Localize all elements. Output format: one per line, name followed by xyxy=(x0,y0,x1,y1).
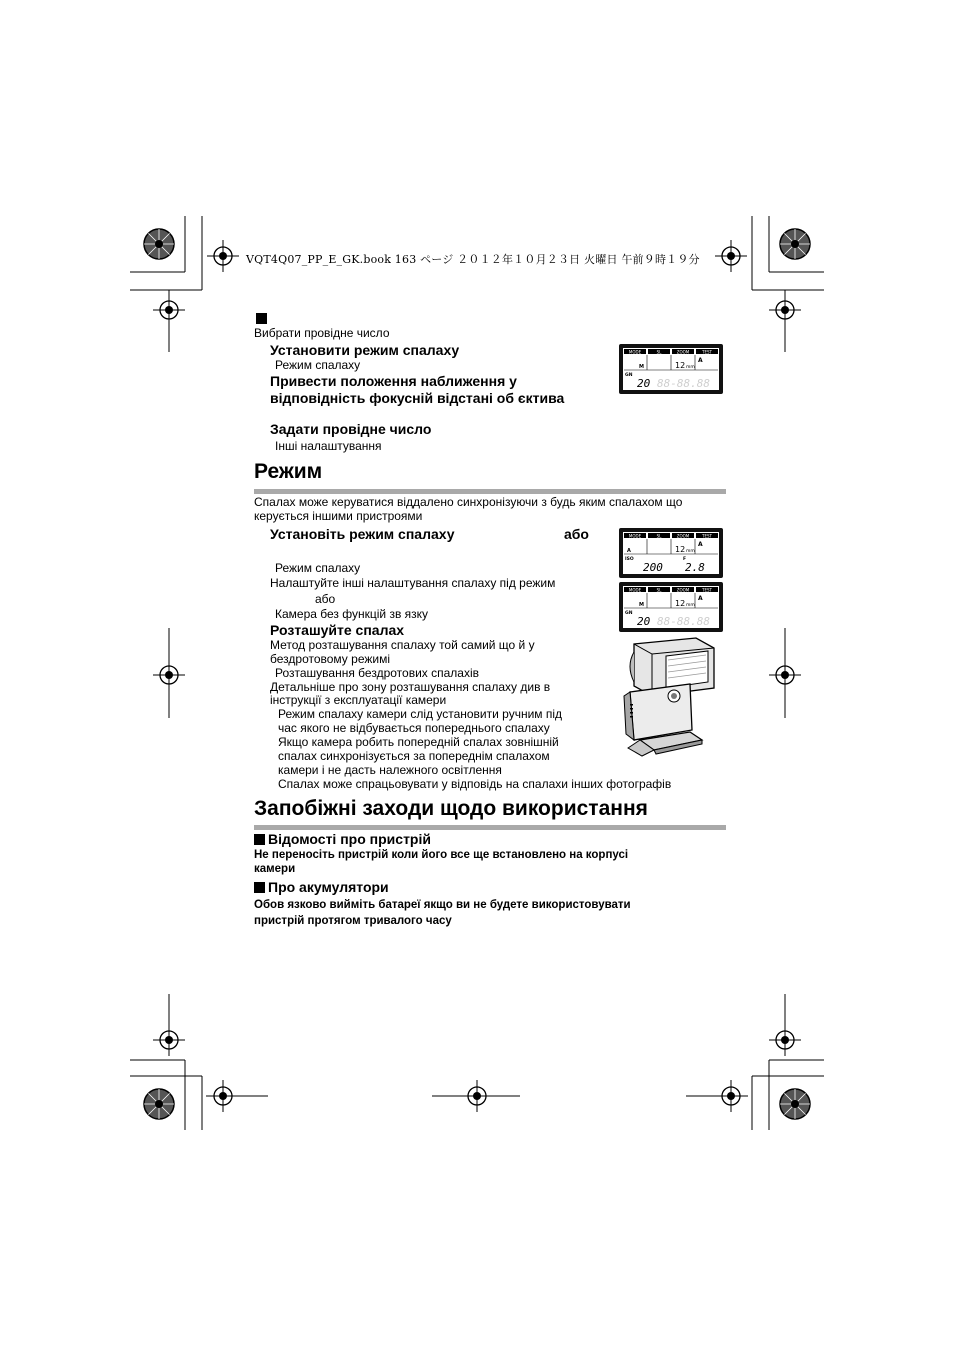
precautions-sub2-line2: пристрій протягом тривалого часу xyxy=(254,915,452,927)
lcd2-zoom-value: 12 xyxy=(675,545,686,554)
lcd3-tab-test: TEST xyxy=(702,587,712,593)
mode-step1-title: Установіть режим спалаху xyxy=(270,526,455,542)
precautions-sub2 xyxy=(254,879,389,896)
lcd3-gn-value: 20 xyxy=(637,615,651,628)
lcd2-sl-value: A xyxy=(627,548,631,554)
lcd2-tab-test: TEST xyxy=(702,533,712,539)
lcd1-tab-sl: SL xyxy=(656,349,662,355)
lcd1-zoom-unit: mm xyxy=(686,365,695,370)
lcd1-auto: A xyxy=(698,357,703,364)
lcd3-auto: A xyxy=(698,595,703,602)
mode-heading: Режим xyxy=(254,460,323,483)
mode-step1-sub: Режим спалаху xyxy=(275,561,361,575)
lcd2-zoom-unit: mm xyxy=(686,549,695,554)
lcd-display-1 xyxy=(619,344,723,394)
mode-note-4: спалах синхронізується за попереднім спалахом xyxy=(278,749,550,763)
bullet-square xyxy=(254,882,265,893)
lcd1-gn-label: GN xyxy=(625,373,633,378)
lcd-display-2 xyxy=(619,528,723,578)
lcd2-f-value: 2.8 xyxy=(685,561,705,574)
lcd3-zoom-unit: mm xyxy=(686,603,695,608)
mode-step2-line1: Метод розташування спалаху той самий що й у xyxy=(270,638,535,652)
mode-desc-line1: Спалах може керуватися віддалено синхронізуючи з будь яким спалахом що xyxy=(254,495,683,509)
lcd3-gn-label: GN xyxy=(625,611,633,616)
precautions-sub1-line1: Не переносіть пристрій коли його все ще встановлено на корпусі xyxy=(254,849,629,861)
mode-step1-or: або xyxy=(564,526,589,542)
mode-step1-note: Налаштуйте інші налаштування спалаху під режим xyxy=(270,576,556,590)
step-set-flash-mode: Установити режим спалаху xyxy=(270,342,460,358)
mode-desc-line2: керується іншими пристроями xyxy=(254,509,423,523)
precautions-sub2-title: Про акумулятори xyxy=(268,879,389,895)
mode-step2-line3: Розташування бездротових спалахів xyxy=(275,666,479,680)
step-zoom-line2: відповідність фокусній відстані об єктива xyxy=(270,390,565,406)
lcd2-f-label: F xyxy=(683,557,687,562)
precautions-heading: Запобіжні заходи щодо використання xyxy=(254,797,648,820)
step-zoom-line1: Привести положення наближення у xyxy=(270,373,517,389)
lcd3-zoom-value: 12 xyxy=(675,599,686,608)
mode-step2-line2: бездротовому режимі xyxy=(270,652,390,666)
lcd2-tab-zoom: ZOOM xyxy=(676,533,690,539)
mode-step2-line4: Детальніше про зону розташування спалаху див в xyxy=(270,680,551,694)
step-set-guide-number-sub: Інші налаштування xyxy=(275,439,382,453)
lcd1-zoom-value: 12 xyxy=(675,361,686,370)
lcd2-iso-label: ISO xyxy=(625,557,634,562)
mode-note-1: Режим спалаху камери слід установити ручним під xyxy=(278,707,563,721)
mode-step2-title: Розташуйте спалах xyxy=(270,622,405,638)
lcd1-tab-zoom: ZOOM xyxy=(676,349,690,355)
lcd3-tab-mode: MODE xyxy=(628,587,642,593)
guide-intro: Вибрати провідне число xyxy=(254,326,390,340)
lcd1-tab-test: TEST xyxy=(702,349,712,355)
lcd1-gn-value: 20 xyxy=(637,377,651,390)
lcd3-tab-sl: SL xyxy=(656,587,662,593)
heading-rule xyxy=(254,489,726,494)
mode-note-3: Якщо камера робить попередній спалах зовнішній xyxy=(278,735,559,749)
precautions-sub1 xyxy=(254,831,431,848)
flash-unit-illustration xyxy=(620,636,720,756)
lcd1-ghost: 88-88.88 xyxy=(657,377,710,390)
running-head: VQT4Q07_PP_E_GK.book 163 ページ ２０１２年１０月２３日 火曜日 午前９時１９分 xyxy=(246,253,700,266)
mode-step2-line5: інструкції з експлуатації камери xyxy=(270,693,447,707)
lcd-display-3 xyxy=(619,582,723,632)
lcd2-auto: A xyxy=(698,541,703,548)
precautions-sub1-title: Відомості про пристрій xyxy=(268,831,431,847)
mode-step1-sub2: Камера без функцій зв язку xyxy=(275,607,429,621)
step-set-flash-mode-sub: Режим спалаху xyxy=(275,358,361,372)
step-set-guide-number: Задати провідне число xyxy=(270,421,432,437)
bullet-square xyxy=(254,834,265,845)
lcd2-tab-mode: MODE xyxy=(628,533,642,539)
lcd3-tab-zoom: ZOOM xyxy=(676,587,690,593)
lcd1-mode-value: M xyxy=(639,364,644,370)
precautions-sub2-line1: Обов язково вийміть батареї якщо ви не будете використовувати xyxy=(254,899,631,911)
lcd3-mode-value: M xyxy=(639,602,644,608)
lcd3-ghost: 88-88.88 xyxy=(657,615,710,628)
mode-note-2: час якого не відбувається попереднього спалаху xyxy=(278,721,550,735)
mode-note-6: Спалах може спрацьовувати у відповідь на спалахи інших фотографів xyxy=(278,777,672,791)
lcd2-tab-sl: SL xyxy=(656,533,662,539)
lcd1-tab-mode: MODE xyxy=(628,349,642,355)
lcd2-iso-value: 200 xyxy=(643,561,663,574)
precautions-sub1-line2: камери xyxy=(254,863,296,875)
mode-step1-or2: або xyxy=(315,592,336,606)
mode-note-5: камери і не дасть належного освітлення xyxy=(278,763,502,777)
heading-rule-2 xyxy=(254,825,726,830)
